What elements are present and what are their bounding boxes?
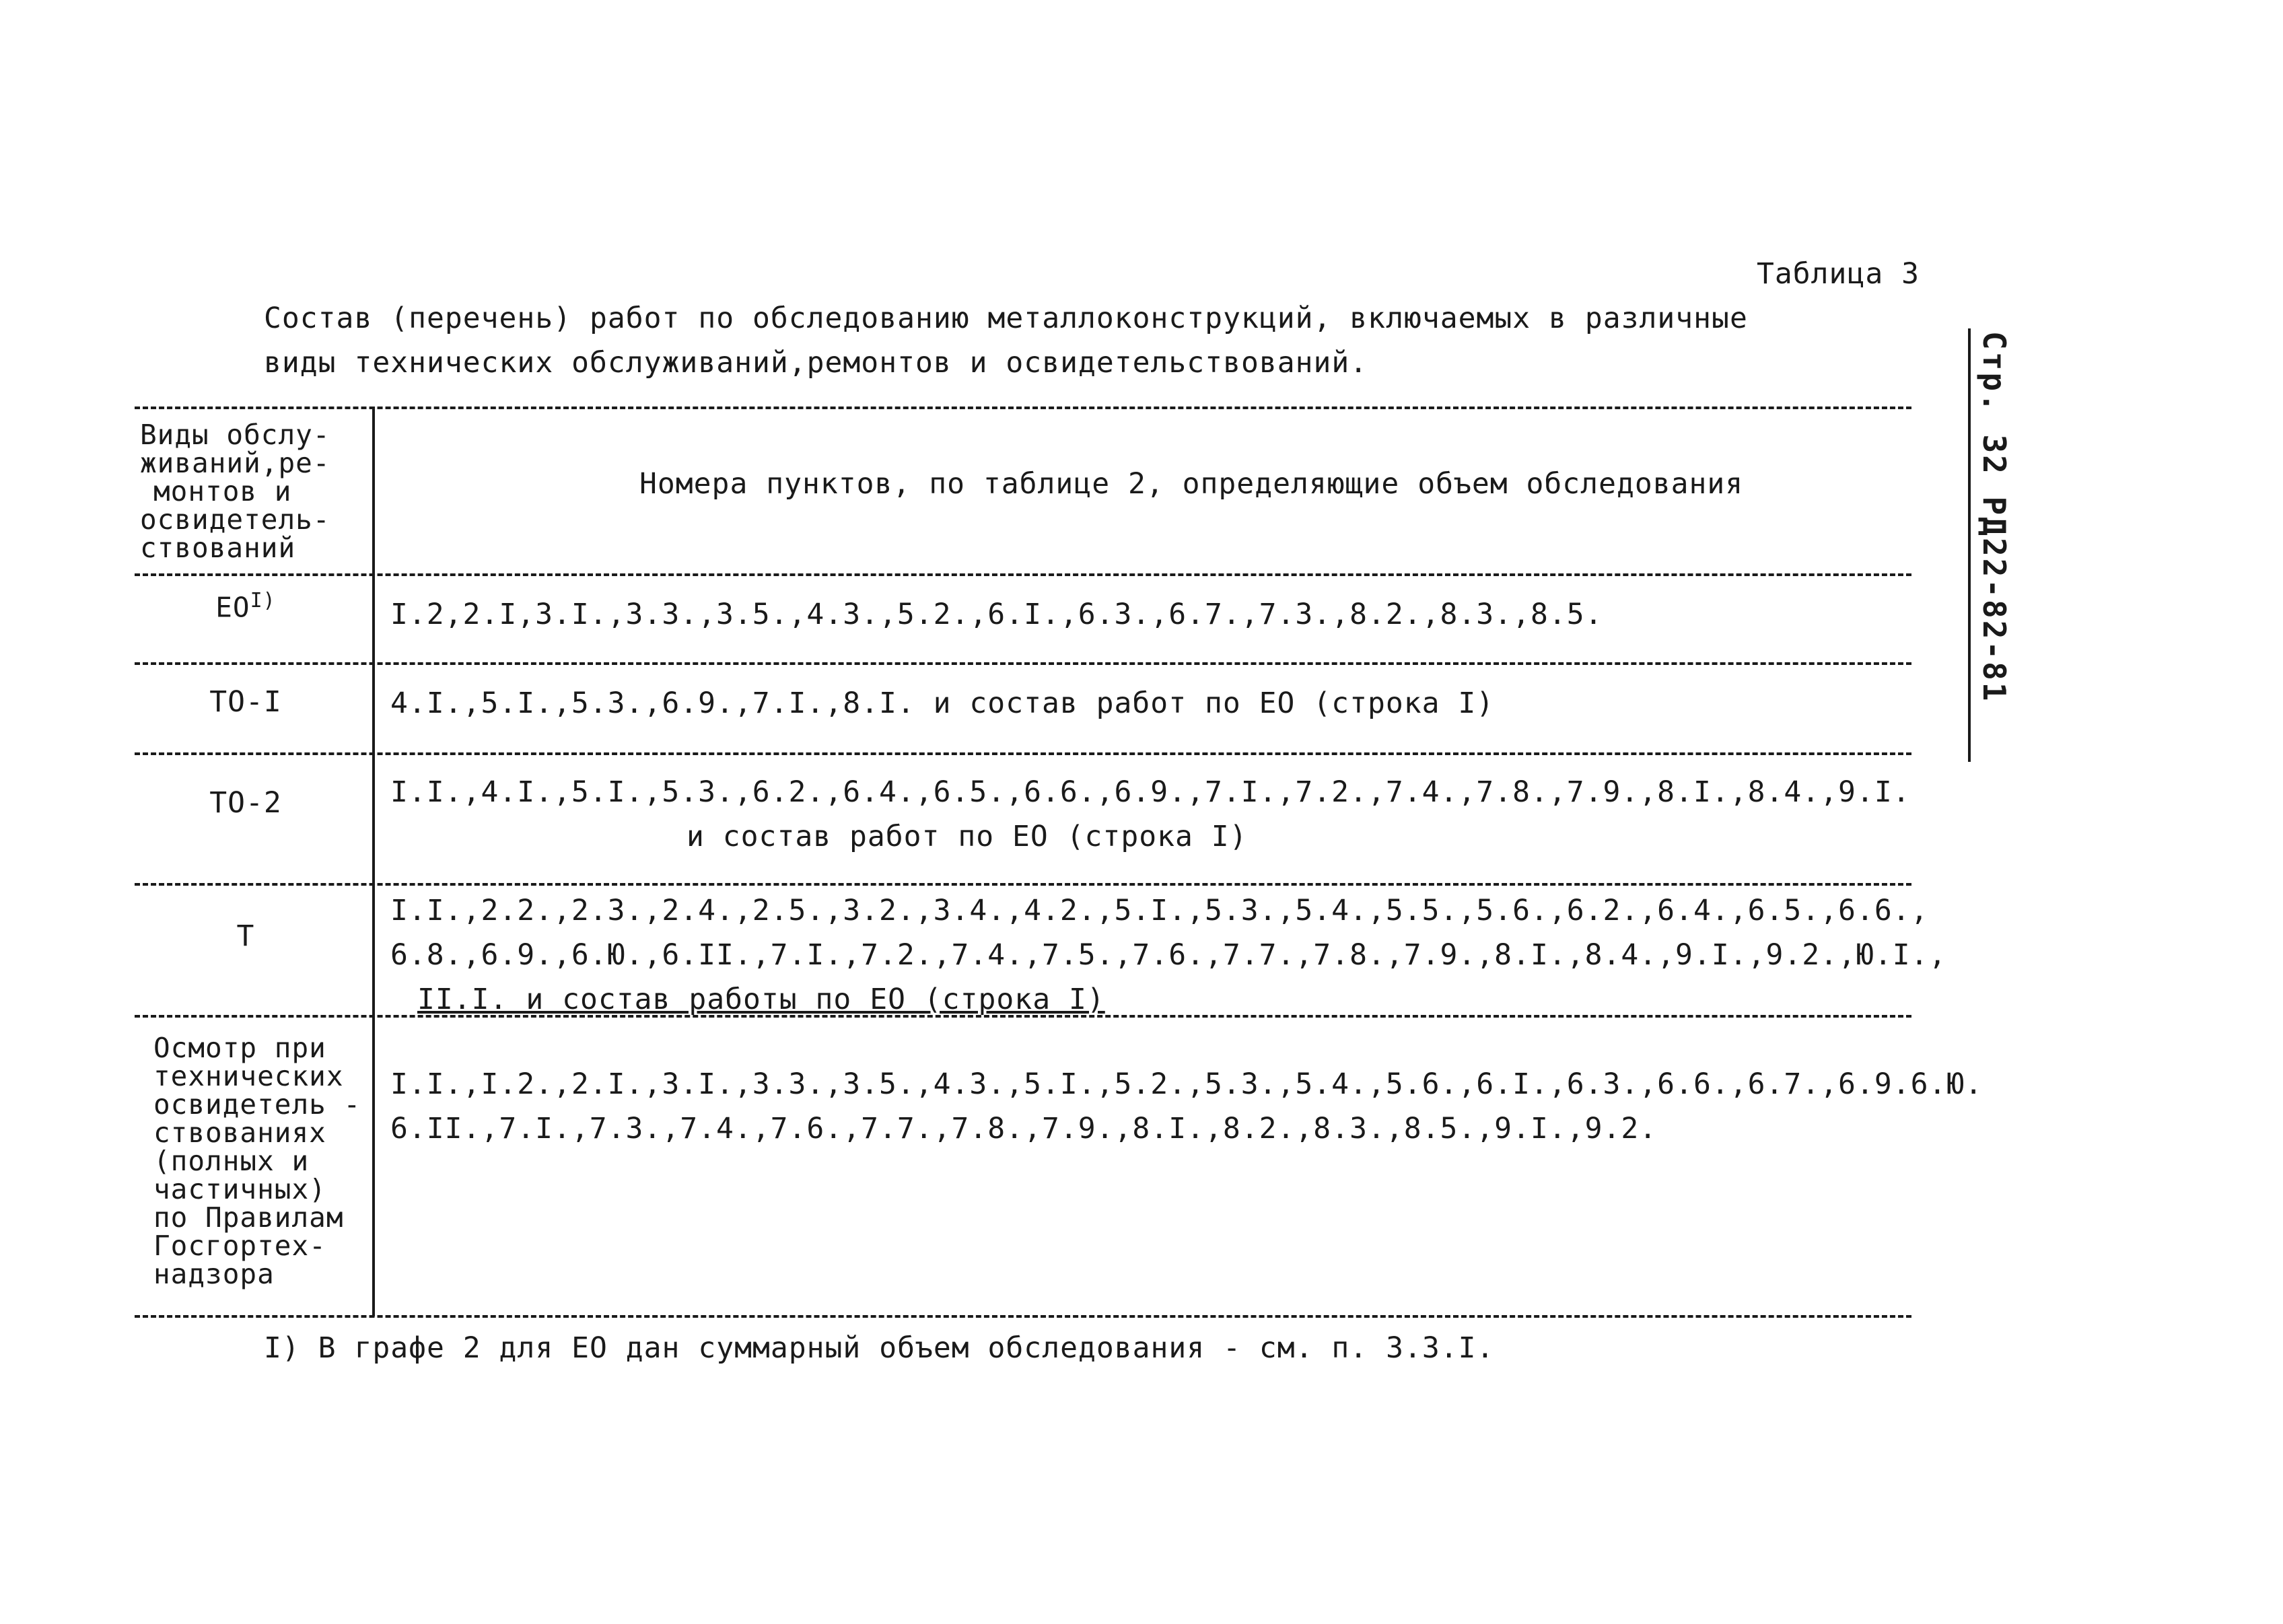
row-kind-line: (полных и	[153, 1145, 310, 1177]
header-kinds-line: живаний,ре-	[140, 447, 330, 479]
header-kinds-line: Виды обслу-	[140, 419, 330, 451]
row-points-to2	[390, 770, 1911, 859]
row-points-line: I.2,2.I,3.I.,3.3.,3.5.,4.3.,5.2.,6.I.,6.3.,6.7.,7.3.,8.2.,8.3.,8.5.	[390, 598, 1603, 631]
row-kind-line: технических	[153, 1060, 344, 1092]
table-row-rule	[135, 662, 1911, 665]
header-points-cell: Номера пунктов, по таблице 2, определяющие объем обследования	[639, 467, 1744, 501]
table-column-divider	[372, 407, 375, 1316]
header-kinds-line: ствований	[140, 532, 296, 564]
row-kind-line: частичных)	[153, 1173, 326, 1205]
header-kinds-line: монтов и	[153, 475, 292, 507]
row-kind-line: надзора	[153, 1258, 275, 1290]
row-points-line: I.I.,2.2.,2.3.,2.4.,2.5.,3.2.,3.4.,4.2.,5.I.,5.3.,5.4.,5.5.,5.6.,6.2.,6.4.,6.5.,6.6.,	[390, 894, 1929, 927]
side-page-code: Стр. 32 РД22-82-81	[1976, 331, 2012, 703]
table-top-rule	[135, 407, 1911, 409]
row-points-line: I.I.,4.I.,5.I.,5.3.,6.2.,6.4.,6.5.,6.6.,6.9.,7.I.,7.2.,7.4.,7.8.,7.9.,8.I.,8.4.,9.I.	[390, 775, 1911, 809]
table-row-rule	[135, 573, 1911, 576]
row-kind-label: ЕО	[215, 591, 250, 624]
side-code-rule	[1968, 328, 1971, 762]
row-kind-line: освидетель -	[153, 1088, 361, 1121]
table-number-label: Таблица 3	[1757, 257, 1920, 291]
row-kind-eo	[138, 587, 353, 622]
row-points-line: 6.8.,6.9.,6.Ю.,6.II.,7.I.,7.2.,7.4.,7.5.,7.6.,7.7.,7.8.,7.9.,8.I.,8.4.,9.I.,9.2.,Ю.I.,	[390, 938, 1947, 972]
row-kind-line: Осмотр при	[153, 1032, 326, 1064]
row-kind-inspection	[153, 1034, 361, 1288]
row-points-line: 6.II.,7.I.,7.3.,7.4.,7.6.,7.7.,7.8.,7.9.,8.I.,8.2.,8.3.,8.5.,9.I.,9.2.	[390, 1112, 1658, 1145]
row-kind-to1: ТО-I	[209, 685, 282, 719]
row-kind-to2: ТО-2	[209, 786, 282, 820]
row-points-t	[390, 888, 1946, 1022]
row-points-line: II.I. и состав работы по ЕО (строка I)	[417, 983, 1105, 1016]
table-footnote: I) В графе 2 для ЕО дан суммарный объем обследования - см. п. 3.3.I.	[264, 1331, 1495, 1365]
row-points-to1	[390, 681, 1494, 726]
caption-line-1: Состав (перечень) работ по обследованию металлоконструкций, включаемых в различные	[264, 302, 1748, 335]
row-kind-line: по Правилам	[153, 1201, 344, 1234]
table-row-rule	[135, 752, 1911, 755]
footnote-marker: I)	[250, 589, 276, 612]
table-row-rule	[135, 883, 1911, 886]
row-points-line: и состав работ по ЕО (строка I)	[687, 820, 1248, 853]
row-points-line: I.I.,I.2.,2.I.,3.I.,3.3.,3.5.,4.3.,5.I.,5.2.,5.3.,5.4.,5.6.,6.I.,6.3.,6.6.,6.7.,6.9.6.Ю.	[390, 1067, 1983, 1101]
table-caption	[264, 296, 1812, 385]
header-kinds-cell	[140, 421, 330, 562]
row-points-inspection	[390, 1062, 1983, 1151]
row-kind-t: Т	[236, 919, 255, 953]
row-points-line: 4.I.,5.I.,5.3.,6.9.,7.I.,8.I. и состав работ по ЕО (строка I)	[390, 686, 1495, 720]
table-bottom-rule	[135, 1315, 1911, 1318]
caption-line-2: виды технических обслуживаний,ремонтов и освидетельствований.	[264, 346, 1368, 380]
header-kinds-line: освидетель-	[140, 503, 330, 536]
row-kind-line: Госгортех-	[153, 1230, 326, 1262]
row-points-eo	[390, 592, 1603, 637]
row-kind-line: ствованиях	[153, 1117, 326, 1149]
